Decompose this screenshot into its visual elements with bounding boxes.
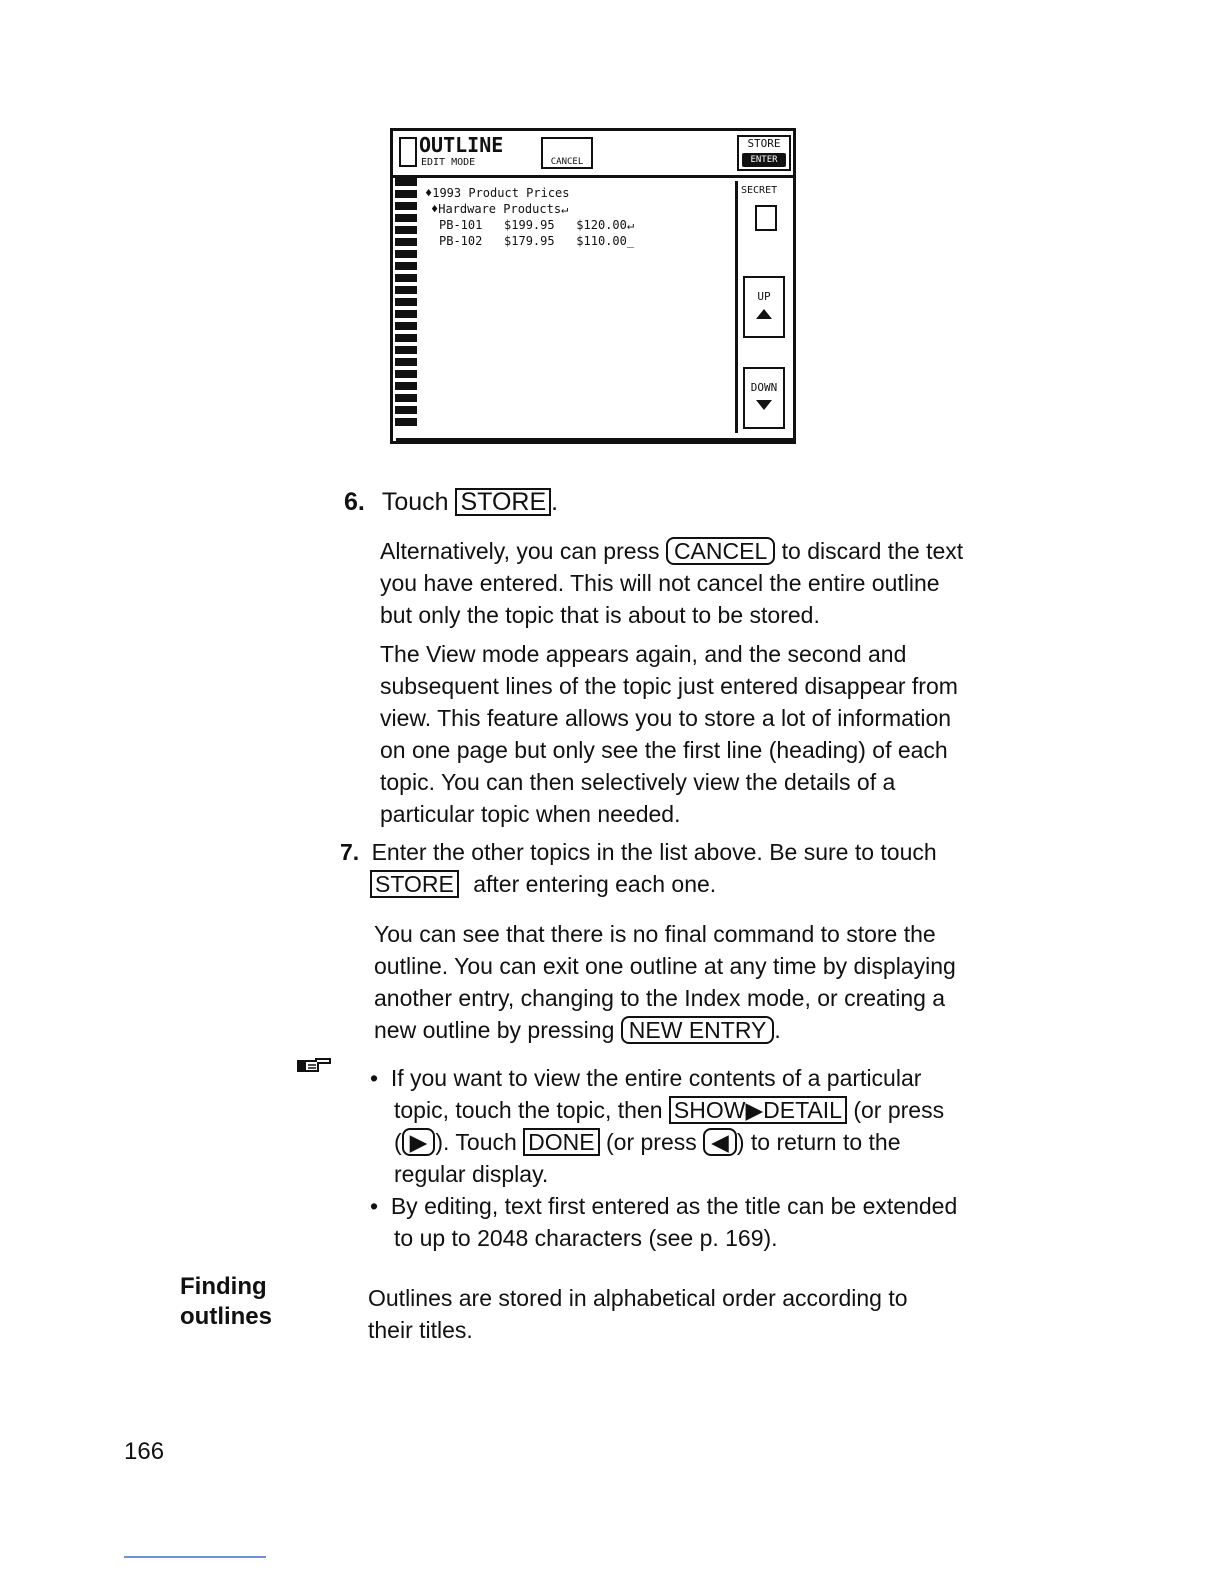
step6-paragraph2	[380, 638, 958, 830]
left-arrow-key: ◀	[703, 1128, 737, 1156]
text-line: but only the topic that is about to be stored.	[380, 602, 820, 628]
done-key: DONE	[523, 1128, 599, 1156]
show-detail-key: SHOW▶DETAIL	[669, 1096, 847, 1124]
down-label: DOWN	[750, 381, 778, 394]
up-label: UP	[757, 290, 771, 303]
secret-checkbox[interactable]	[755, 205, 777, 231]
text-line: their titles.	[368, 1317, 473, 1343]
page-number: 166	[124, 1438, 165, 1465]
text-line: new outline by pressing NEW ENTRY .	[374, 1017, 781, 1043]
finding-outlines-heading: Finding outlines	[180, 1273, 273, 1330]
down-button[interactable]	[743, 367, 785, 429]
store-label: STORE	[747, 137, 781, 150]
text-line: view. This feature allows you to store a lot of information	[380, 705, 952, 731]
step6-paragraph1	[380, 535, 963, 631]
cancel-key: CANCEL	[666, 537, 775, 565]
pointing-hand-icon	[296, 1056, 332, 1074]
text-line: Alternatively, you can press CANCEL to discard the text	[380, 538, 964, 564]
store-key: STORE	[370, 870, 459, 898]
store-key: STORE	[455, 488, 551, 516]
step6-heading: 6. Touch STORE .	[344, 488, 559, 516]
text-line: particular topic when needed.	[380, 801, 681, 827]
secret-label: SECRET	[741, 185, 778, 196]
text-line: regular display.	[394, 1161, 549, 1187]
text-line: STORE after entering each one.	[370, 868, 937, 900]
text-line: You can see that there is no final command to store the	[374, 921, 936, 947]
text-line: The View mode appears again, and the second and	[380, 641, 907, 667]
step7	[340, 836, 937, 900]
text-line: 7. Enter the other topics in the list above. Be sure to touch	[340, 839, 937, 865]
step-number: 7.	[340, 839, 360, 865]
text-line: • If you want to view the entire contents of a particular	[370, 1065, 922, 1091]
step-text: Touch	[381, 488, 449, 516]
text-line: ( ▶ ). Touch DONE (or press ◀ ) to return to the	[394, 1129, 901, 1155]
screen-header	[393, 131, 793, 178]
device-screen-illustration	[390, 128, 796, 444]
text-line: • By editing, text first entered as the title can be extended	[370, 1193, 958, 1219]
footer-rule	[124, 1556, 266, 1558]
finding-outlines-paragraph	[368, 1282, 908, 1346]
text-line: topic, touch the topic, then SHOW▶DETAIL (or press	[394, 1097, 945, 1123]
text-line: another entry, changing to the Index mode, or creating a	[374, 985, 946, 1011]
new-entry-key: NEW ENTRY	[621, 1016, 775, 1044]
note-bullet-2	[370, 1190, 957, 1254]
outline-line: ♦1993 Product Prices	[425, 186, 570, 200]
cancel-label: CANCEL	[550, 157, 584, 167]
outline-line: PB-102 $179.95 $110.00_	[439, 234, 635, 248]
screen-shadow	[396, 438, 796, 442]
spiral-binding-decoration	[395, 178, 417, 426]
mode-label: EDIT MODE	[421, 157, 476, 168]
text-line: you have entered. This will not cancel the entire outline	[380, 570, 940, 596]
note-bullet-1	[370, 1062, 944, 1190]
down-arrow-icon	[756, 400, 772, 410]
text-line: subsequent lines of the topic just entered disappear from	[380, 673, 958, 699]
app-title: OUTLINE	[419, 133, 504, 157]
up-button[interactable]	[743, 276, 785, 338]
right-arrow-key: ▶	[402, 1128, 436, 1156]
text-line: outline. You can exit one outline at any time by displaying	[374, 953, 956, 979]
outline-app-icon	[399, 137, 417, 167]
outline-line: PB-101 $199.95 $120.00↵	[439, 218, 635, 232]
step-number: 6.	[344, 488, 365, 516]
screen-cancel-button[interactable]	[541, 137, 593, 169]
text-line: Outlines are stored in alphabetical order according to	[368, 1285, 908, 1311]
outline-line: ♦Hardware Products↵	[431, 202, 569, 216]
screen-store-button[interactable]	[737, 135, 791, 171]
up-arrow-icon	[756, 309, 772, 319]
text-line: topic. You can then selectively view the details of a	[380, 769, 896, 795]
step7-paragraph	[374, 918, 956, 1046]
enter-label: ENTER	[742, 153, 786, 167]
text-line: on one page but only see the first line (heading) of each	[380, 737, 948, 763]
text-line: to up to 2048 characters (see p. 169).	[394, 1225, 778, 1251]
